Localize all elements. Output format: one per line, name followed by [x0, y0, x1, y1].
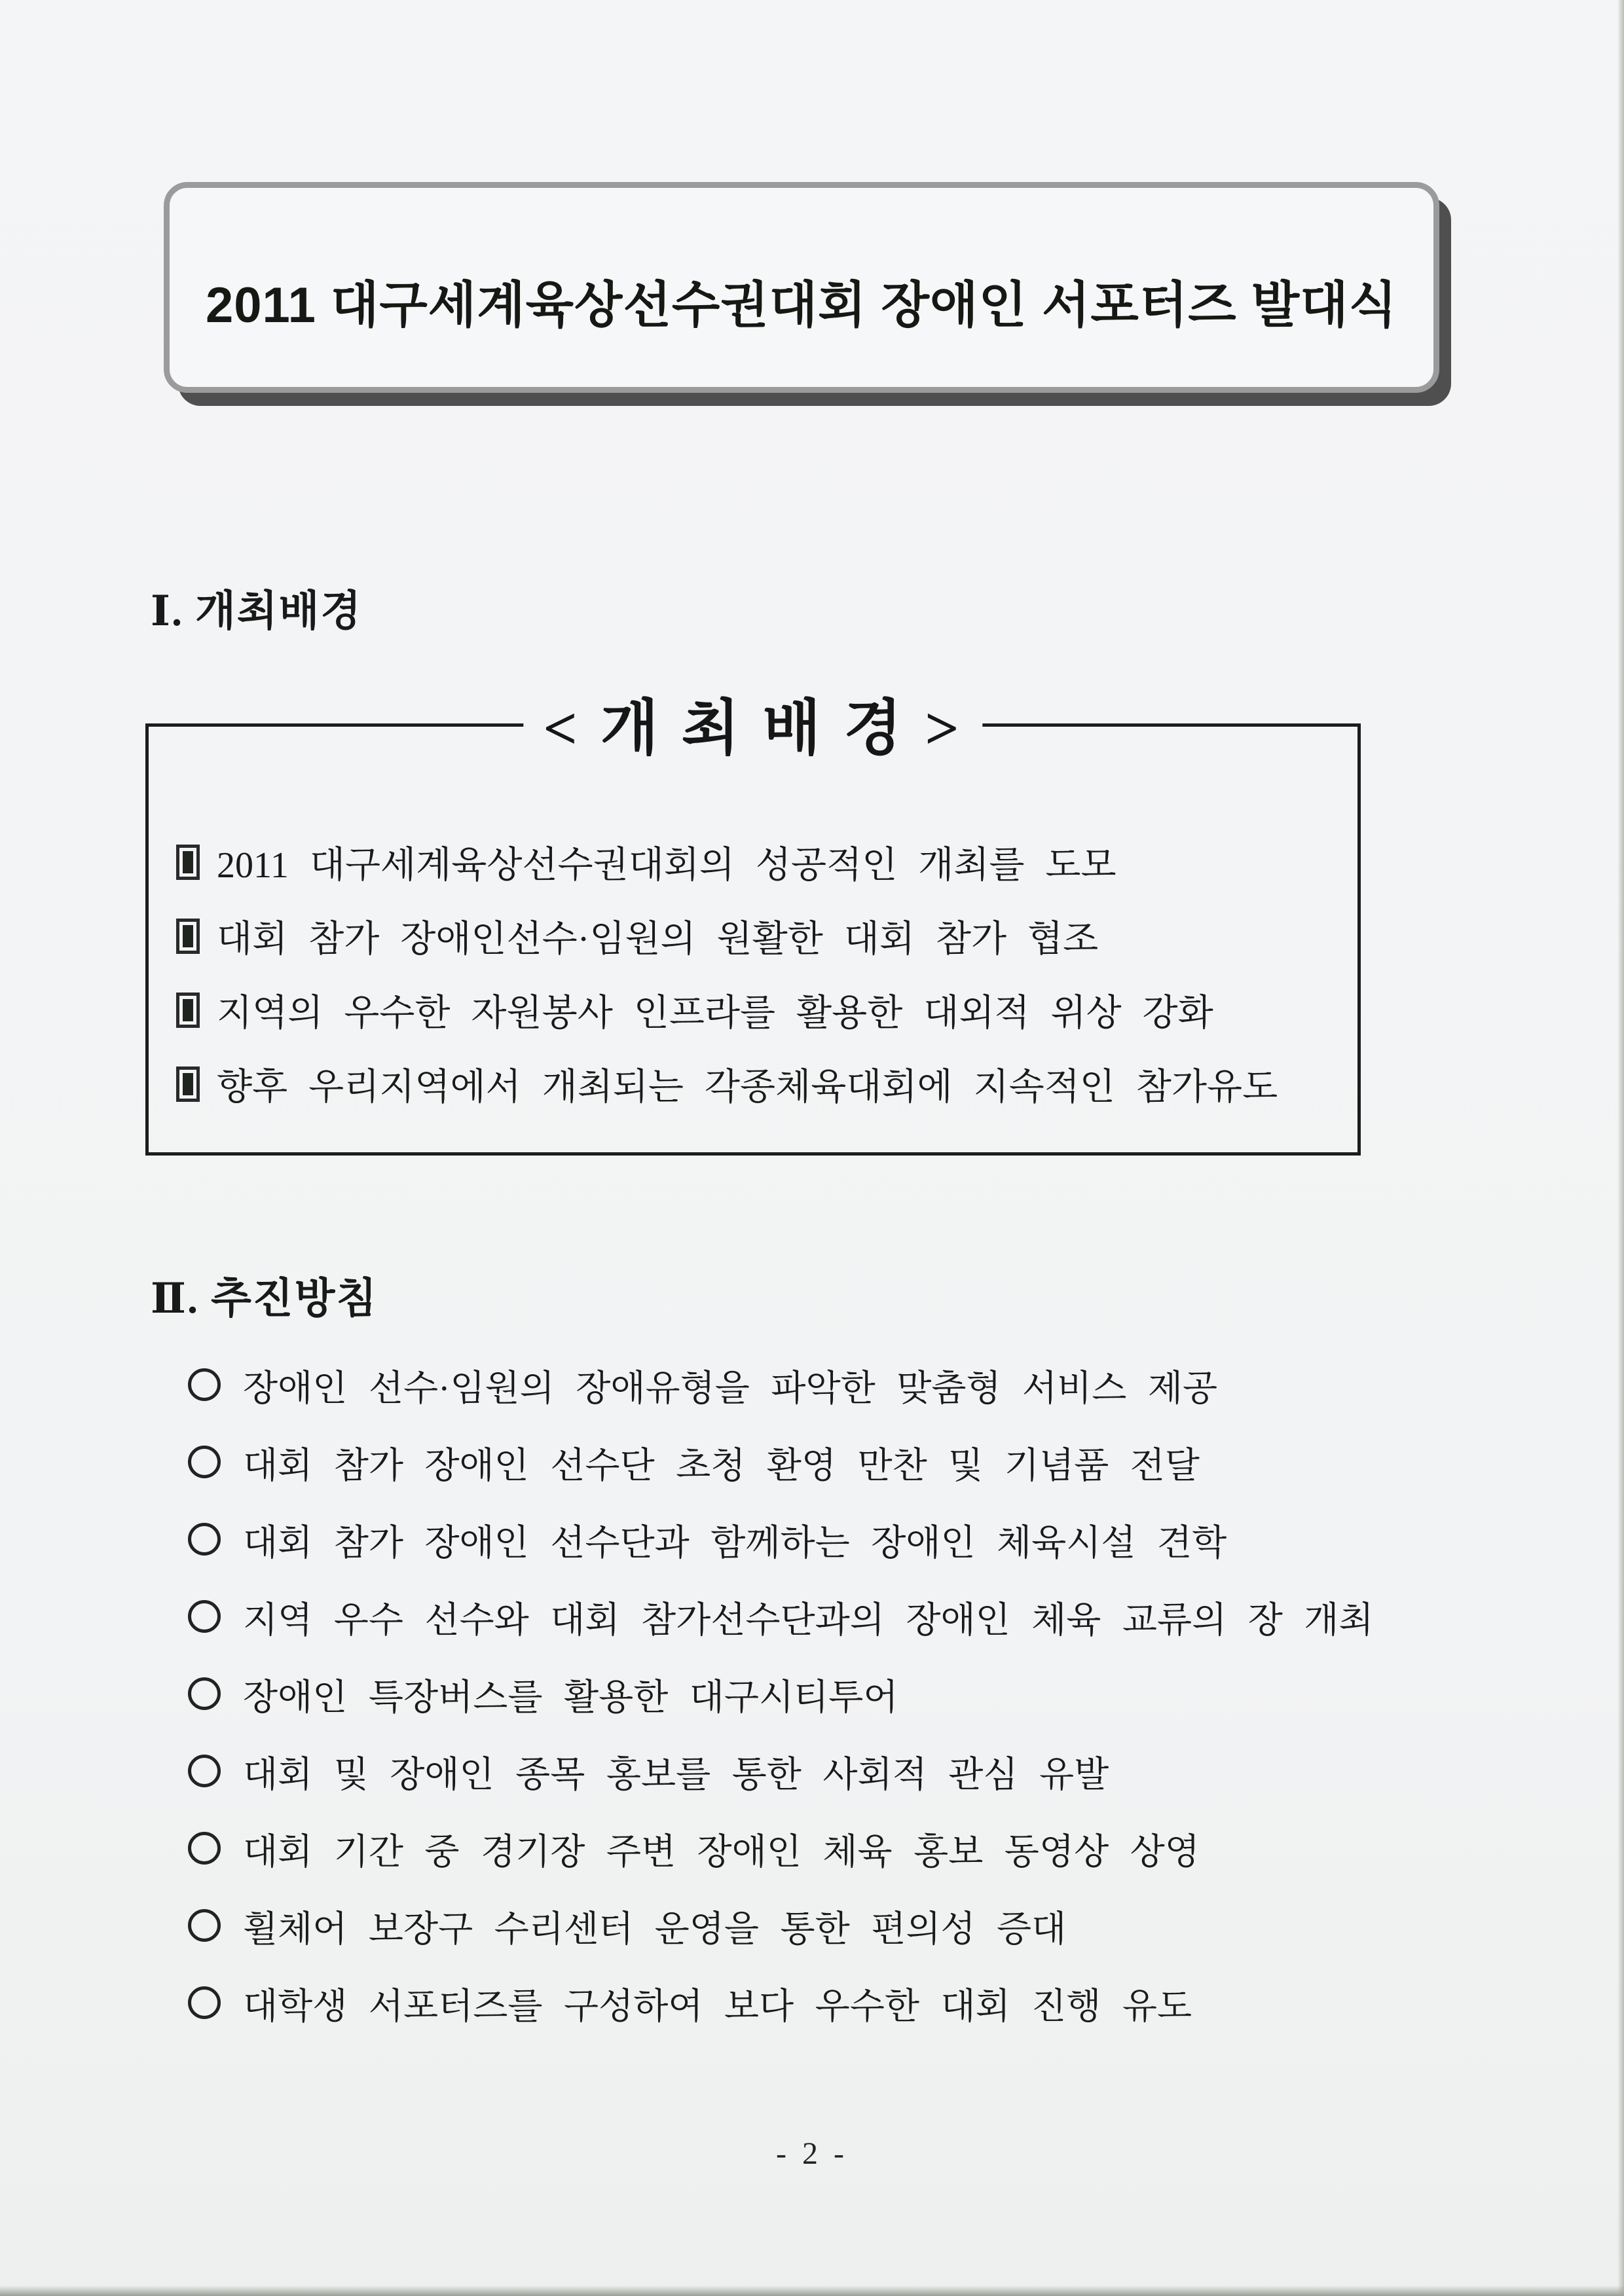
background-info-box — [145, 695, 1361, 1156]
square-bullet-icon — [176, 919, 200, 954]
background-info-box-header: < 개 최 배 경 > — [523, 680, 982, 767]
circle-bullet-icon — [188, 1446, 221, 1478]
background-info-list — [149, 727, 1357, 1121]
list-item-text: 대회 참가 장애인 선수단과 함께하는 장애인 체육시설 견학 — [243, 1522, 1227, 1563]
square-bullet-icon — [176, 993, 200, 1028]
list-item — [188, 1501, 1374, 1578]
circle-bullet-icon — [188, 1755, 221, 1787]
title-banner-box — [164, 182, 1439, 393]
page-number: - 2 - — [776, 2136, 848, 2171]
list-item-text: 대회 및 장애인 종목 홍보를 통한 사회적 관심 유발 — [243, 1754, 1109, 1795]
list-item-text: 장애인 선수·임원의 장애유형을 파악한 맞춤형 서비스 제공 — [243, 1368, 1218, 1408]
circle-bullet-icon — [188, 1600, 221, 1633]
circle-bullet-icon — [188, 1677, 221, 1710]
section-2-heading: Ⅱ. 추진방침 — [151, 1275, 378, 1322]
list-item-text: 지역 우수 선수와 대회 참가선수단과의 장애인 체육 교류의 장 개최 — [243, 1599, 1374, 1640]
circle-bullet-icon — [188, 1986, 221, 2019]
list-item-text: 지역의 우수한 자원봉사 인프라를 활용한 대외적 위상 강화 — [217, 993, 1213, 1034]
list-item-text: 휠체어 보장구 수리센터 운영을 통한 편의성 증대 — [243, 1908, 1067, 1949]
list-item — [188, 1578, 1374, 1655]
square-bullet-icon — [176, 1066, 200, 1102]
list-item-text: 대회 기간 중 경기장 주변 장애인 체육 홍보 동영상 상영 — [243, 1831, 1200, 1872]
promotion-policy-list — [188, 1346, 1374, 2041]
list-item — [176, 899, 1338, 973]
list-item-text: 향후 우리지역에서 개최되는 각종체육대회에 지속적인 참가유도 — [217, 1066, 1278, 1108]
list-item-text: 대학생 서포터즈를 구성하여 보다 우수한 대회 진행 유도 — [243, 1986, 1192, 2026]
list-item-text: 대회 참가 장애인선수·임원의 원활한 대회 참가 협조 — [217, 919, 1099, 960]
list-item — [176, 1047, 1338, 1121]
list-item — [188, 1810, 1374, 1887]
section-1-heading: Ⅰ. 개최배경 — [151, 588, 363, 634]
list-item — [188, 1964, 1374, 2041]
list-item — [188, 1732, 1374, 1810]
circle-bullet-icon — [188, 1523, 221, 1556]
list-item-text: 2011 대구세계육상선수권대회의 성공적인 개최를 도모 — [217, 845, 1116, 886]
square-bullet-icon — [176, 845, 200, 880]
circle-bullet-icon — [188, 1832, 221, 1865]
document-title: 2011 대구세계육상선수권대회 장애인 서포터즈 발대식 — [205, 277, 1398, 333]
list-item — [188, 1655, 1374, 1732]
circle-bullet-icon — [188, 1368, 221, 1401]
list-item — [188, 1887, 1374, 1964]
list-item-text: 대회 참가 장애인 선수단 초청 환영 만찬 및 기념품 전달 — [243, 1445, 1200, 1485]
list-item — [188, 1423, 1374, 1501]
circle-bullet-icon — [188, 1909, 221, 1942]
scan-edge-bottom — [0, 2286, 1624, 2296]
scan-edge-right — [1617, 0, 1624, 2296]
list-item — [176, 973, 1338, 1047]
list-item — [188, 1346, 1374, 1423]
list-item-text: 장애인 특장버스를 활용한 대구시티투어 — [243, 1677, 898, 1717]
list-item — [176, 825, 1338, 899]
